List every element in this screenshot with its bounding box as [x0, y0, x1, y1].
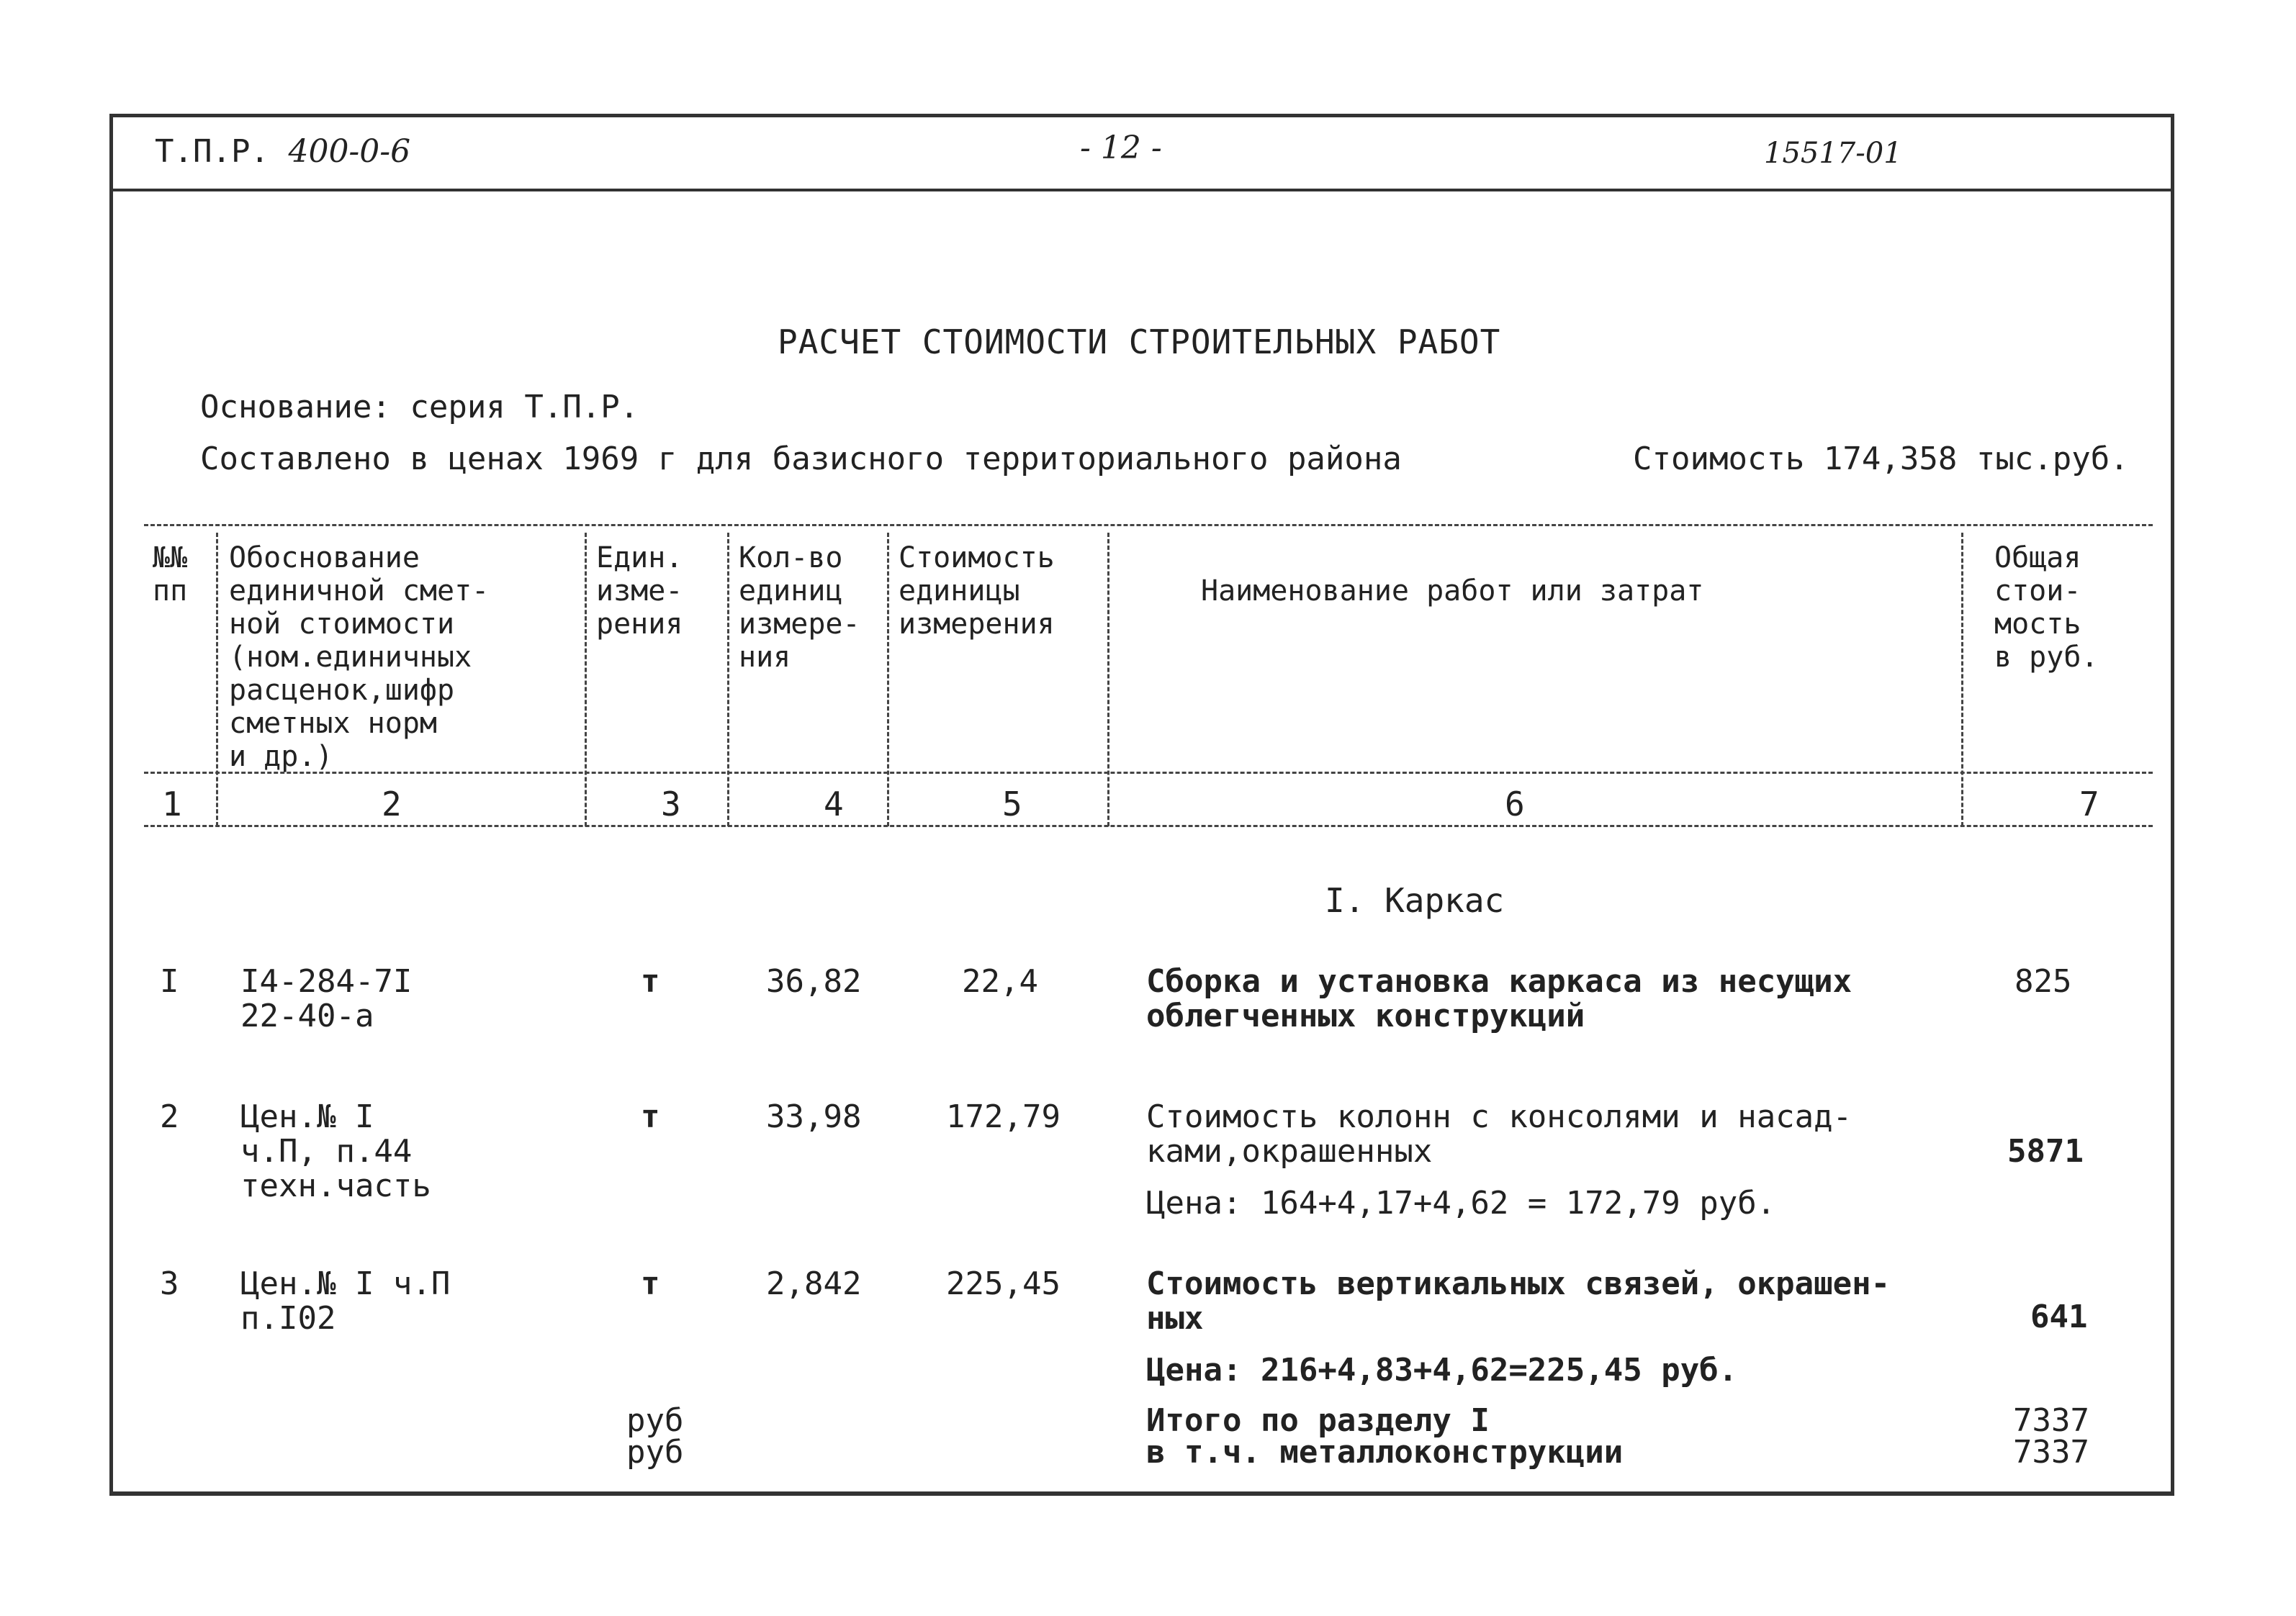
- row-unit: т: [641, 1098, 660, 1135]
- archive-number: 15517-01: [1764, 137, 1902, 170]
- col-header-total: Общая стои- мость в руб.: [1994, 541, 2099, 674]
- row-quantity: 2,842: [766, 1265, 862, 1302]
- row-price-calc: Цена: 164+4,17+4,62 = 172,79 руб.: [1146, 1185, 1776, 1222]
- row-number: 2: [160, 1098, 179, 1135]
- row-quantity: 33,98: [766, 1098, 862, 1135]
- row-unit-cost: 22,4: [962, 963, 1038, 1000]
- row-number: 3: [160, 1265, 179, 1302]
- col-divider-5: [1107, 533, 1109, 826]
- row-number: I: [160, 963, 179, 1000]
- total-unit: руб: [626, 1434, 684, 1471]
- row-quantity: 36,82: [766, 963, 862, 1000]
- document-title: РАСЧЕТ СТОИМОСТИ СТРОИТЕЛЬНЫХ РАБОТ: [778, 322, 1501, 361]
- col-divider-4: [887, 533, 889, 826]
- col-number-1: 1: [162, 785, 182, 823]
- col-header-quantity: Кол-во единиц измере- ния: [739, 541, 860, 674]
- col-number-3: 3: [661, 785, 681, 823]
- col-header-basis: Обоснование единичной смет- ной стоимости (ном.единичных расценок,шифр сметных норм и др.): [229, 541, 490, 773]
- col-number-4: 4: [824, 785, 844, 823]
- row-unit-cost: 172,79: [946, 1098, 1061, 1135]
- doc-code-number: 400-0-6: [288, 133, 411, 170]
- total-label: в т.ч. металлоконструкции: [1146, 1434, 1624, 1471]
- compiled-line: Составлено в ценах 1969 г для базисного территориального района: [200, 441, 1402, 477]
- col-number-6: 6: [1505, 785, 1525, 823]
- table-top-rule: [144, 524, 2153, 526]
- row-work-name: Стоимость колонн с консолями и насад- ками,окрашенных: [1146, 1098, 1852, 1170]
- col-header-unit-cost: Стоимость единицы измерения: [899, 541, 1055, 641]
- section-title: I. Каркас: [1325, 881, 1505, 920]
- doc-code-prefix: Т.П.Р.: [155, 133, 269, 170]
- col-number-7: 7: [2079, 785, 2099, 823]
- col-header-work-name: Наименование работ или затрат: [1201, 574, 1704, 608]
- col-divider-1: [216, 533, 218, 826]
- page-number: - 12 -: [1080, 130, 1162, 166]
- row-total: 825: [2014, 963, 2072, 1000]
- row-price-calc: Цена: 216+4,83+4,62=225,45 руб.: [1146, 1352, 1738, 1389]
- col-number-2: 2: [382, 785, 402, 823]
- row-basis: Цен.№ I ч.П п.I02: [240, 1265, 451, 1337]
- total-label: Итого по разделу I: [1146, 1402, 1490, 1439]
- total-value: 7337: [2013, 1434, 2089, 1471]
- colnum-bottom-rule: [144, 825, 2153, 827]
- total-cost-line: Стоимость 174,358 тыс.руб.: [1633, 441, 2129, 477]
- row-unit-cost: 225,45: [946, 1265, 1061, 1302]
- col-divider-2: [585, 533, 587, 826]
- row-total: 5871: [2007, 1133, 2084, 1170]
- col-divider-3: [727, 533, 729, 826]
- col-number-5: 5: [1002, 785, 1022, 823]
- total-value: 7337: [2013, 1402, 2089, 1439]
- col-header-number: №№ пп: [153, 541, 188, 608]
- row-unit: т: [641, 1265, 660, 1302]
- row-basis: Цен.№ I ч.П, п.44 техн.часть: [240, 1098, 431, 1204]
- row-unit: т: [641, 963, 660, 1000]
- row-work-name: Стоимость вертикальных связей, окрашен- ных: [1146, 1265, 1891, 1337]
- row-total: 641: [2030, 1299, 2088, 1335]
- row-work-name: Сборка и установка каркаса из несущих облегченных конструкций: [1146, 963, 1852, 1034]
- row-basis: I4-284-7I 22-40-а: [240, 963, 413, 1034]
- total-unit: руб: [626, 1402, 684, 1439]
- doc-code: [155, 133, 410, 170]
- col-header-unit: Един. изме- рения: [596, 541, 683, 641]
- header-divider: [109, 189, 2174, 191]
- basis-line: Основание: серия Т.П.Р.: [200, 389, 639, 425]
- col-divider-6: [1961, 533, 1963, 826]
